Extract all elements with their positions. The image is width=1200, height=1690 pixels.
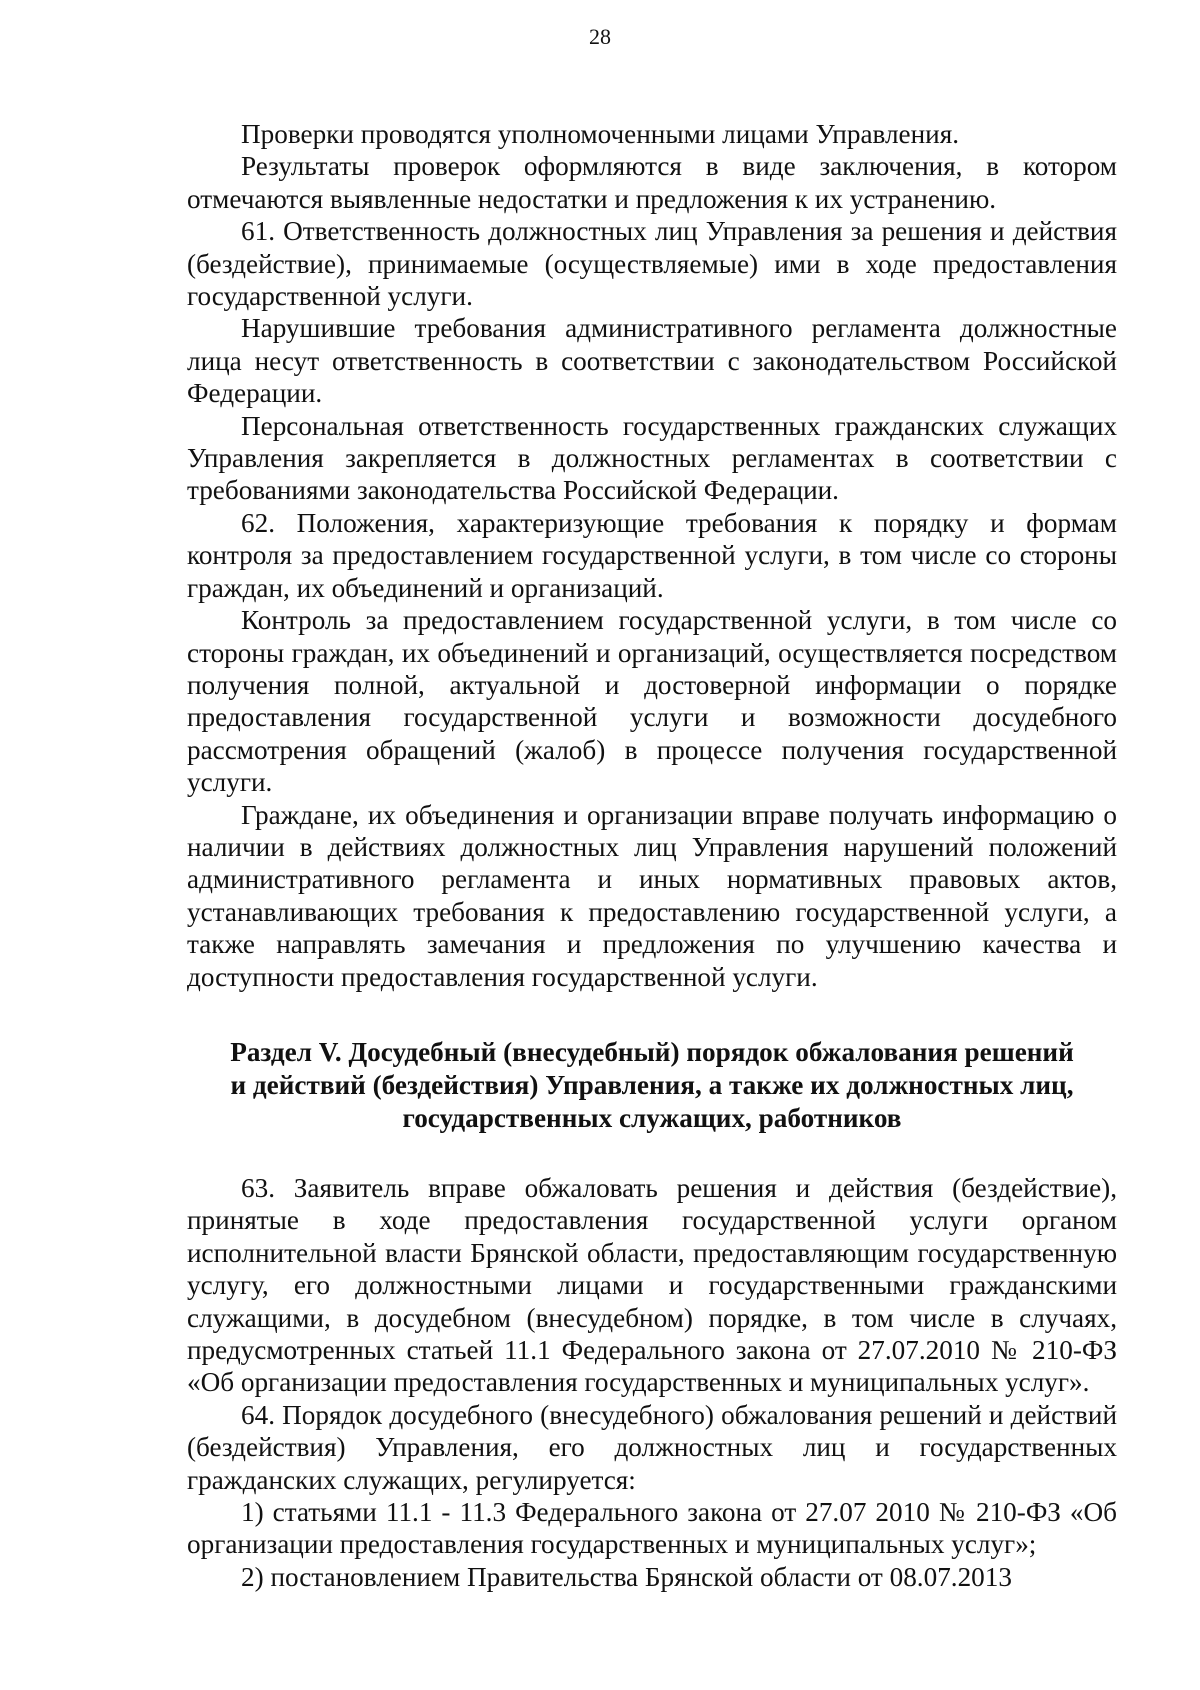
paragraph-personal-responsibility: Персональная ответственность государственных гражданских служащих Управления закрепляется в должностных регламентах в соответствии с требованиями законодательства Российской Федерации. (187, 410, 1117, 506)
paragraph-64: 64. Порядок досудебного (внесудебного) обжалования решений и действий (бездействия) Управления, его должностных лиц и государственных гражданских служащих, регулируется: (187, 1399, 1117, 1495)
list-item-2: 2) постановлением Правительства Брянской области от 08.07.2013 (241, 1561, 1012, 1592)
paragraph-63: 63. Заявитель вправе обжаловать решения и действия (бездействие), принятые в ходе предоставления государственной услуги органом исполнительной власти Брянской области, предоставляющим государственную услугу, его должностными лицами и государственными гражданскими служащими, в досудебном (внесудебном) порядке, в том числе в случаях, предусмотренных статьей 11.1 Федерального закона от 27.07.2010 № 210-ФЗ «Об организации предоставления государственных и муниципальных услуг». (187, 1172, 1117, 1398)
paragraph-violation-liability: Нарушившие требования административного регламента должностные лица несут ответственность в соответствии с законодательством Российской Федерации. (187, 313, 1117, 409)
page-number: 28 (589, 24, 611, 49)
document-body (187, 118, 1117, 1593)
section-heading-line: государственных служащих, работников (402, 1102, 902, 1133)
paragraph-62: 62. Положения, характеризующие требования к порядку и формам контроля за предоставлением государственной услуги, в том числе со стороны граждан, их объединений и организаций. (187, 507, 1117, 603)
paragraph-inspectors: Проверки проводятся уполномоченными лицами Управления. (241, 119, 960, 149)
paragraph-control-by-citizens: Контроль за предоставлением государственной услуги, в том числе со стороны граждан, их объединений и организаций, осуществляется посредством получения полной, актуальной и достоверной информации о порядке предоставления государственной услуги и возможности досудебного рассмотрения обращений (жалоб) в процессе получения государственной услуги. (187, 605, 1117, 798)
paragraph-inspection-results: Результаты проверок оформляются в виде заключения, в котором отмечаются выявленные недостатки и предложения к их устранению. (187, 151, 1117, 214)
section-heading-line: и действий (бездействия) Управления, а также их должностных лиц, (230, 1069, 1074, 1100)
section-heading-line: Раздел V. Досудебный (внесудебный) порядок обжалования решений (230, 1036, 1074, 1067)
section-heading (187, 1036, 1117, 1135)
paragraph-61: 61. Ответственность должностных лиц Управления за решения и действия (бездействие), принимаемые (осуществляемые) ими в ходе предоставления государственной услуги. (187, 216, 1117, 312)
list-item-1: 1) статьями 11.1 - 11.3 Федерального закона от 27.07 2010 № 210-ФЗ «Об организации предоставления государственных и муниципальных услуг»; (187, 1497, 1117, 1560)
paragraph-citizens-rights: Граждане, их объединения и организации вправе получать информацию о наличии в действиях должностных лиц Управления нарушений положений административного регламента и иных нормативных правовых актов, устанавливающих требования к предоставлению государственной услуги, а также направлять замечания и предложения по улучшению качества и доступности предоставления государственной услуги. (187, 799, 1117, 992)
